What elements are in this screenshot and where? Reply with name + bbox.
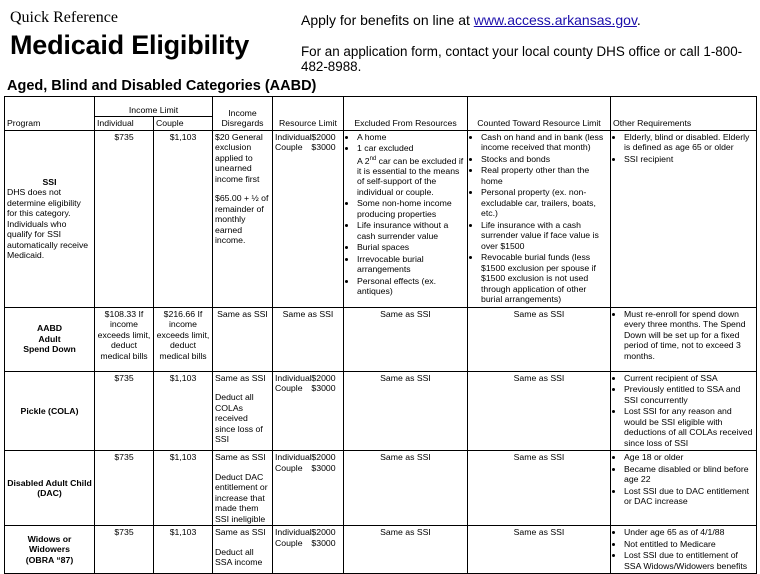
list-item: • Lost SSI due to entitlement of SSA Widows/Widowers benefits: [624, 550, 754, 571]
disregard-deduct: Deduct DAC entitlement or increase that made them SSI ineligible: [215, 471, 268, 524]
other-requirements: [611, 371, 757, 451]
other-requirements: [611, 130, 757, 307]
program-name: Disabled Adult Child: [7, 477, 92, 488]
program-cell: [5, 307, 95, 371]
eligibility-table: [4, 96, 757, 574]
col-resource-limit: Resource Limit: [273, 97, 344, 131]
apply-suffix: .: [636, 12, 641, 28]
program-name: (OBRA “87): [25, 554, 74, 565]
excluded-resources: [344, 130, 468, 307]
counted-resources: Same as SSI: [468, 451, 611, 526]
disregard-same: Same as SSI: [215, 527, 266, 537]
res-ind-value: $2000: [311, 527, 336, 537]
list-item: • Elderly, blind or disabled. Elderly is defined as age 65 or older: [624, 132, 754, 153]
col-couple: Couple: [154, 117, 213, 131]
col-income-disregards: Income Disregards: [213, 97, 273, 131]
excluded-resources: Same as SSI: [344, 371, 468, 451]
income-disregards: Same as SSI: [213, 307, 273, 371]
excluded-resources: Same as SSI: [344, 307, 468, 371]
list-item: • Lost SSI due to DAC entitlement or DAC increase: [624, 486, 754, 507]
income-couple: $1,103: [154, 130, 213, 307]
list-item: • Cash on hand and in bank (less income received that month): [481, 132, 608, 153]
income-individual: $108.33 If income exceeds limit, deduct medical bills: [95, 307, 154, 371]
res-ind-label: Individual: [275, 372, 312, 383]
list-item: • Age 18 or older: [624, 452, 754, 463]
header-row: [5, 97, 757, 117]
program-cell: [5, 451, 95, 526]
res-ind-value: $2000: [311, 452, 336, 462]
program-name: SSI: [42, 176, 57, 187]
list-item: • Personal effects (ex. antiques): [357, 276, 465, 297]
col-other: Other Requirements: [611, 97, 757, 131]
list-item: • Under age 65 as of 4/1/88: [624, 527, 754, 538]
counted-resources: Same as SSI: [468, 307, 611, 371]
res-ind-label: Individual: [275, 527, 312, 537]
table-row-ssi: [5, 130, 757, 307]
section-title: Aged, Blind and Disabled Categories (AABD): [7, 78, 317, 94]
list-item: • Life insurance with a cash surrender value if face value is over $1500: [481, 220, 608, 252]
col-individual: Individual: [95, 117, 154, 131]
list-item: • Lost SSI for any reason and would be SSI eligible with deductions of all COLAs received since loss of SSI: [624, 406, 754, 448]
counted-resources: Same as SSI: [468, 526, 611, 574]
list-item: • 1 car excluded A 2nd car can be excluded if it is essential to the means of self-support of the individual or couple.: [357, 143, 465, 197]
list-item: • Not entitled to Medicare: [624, 539, 754, 550]
income-couple: $1,103: [154, 526, 213, 574]
col-counted: Counted Toward Resource Limit: [468, 97, 611, 131]
program-name: Spend Down: [23, 344, 76, 355]
resource-limit: [273, 451, 344, 526]
res-cpl-label: Couple: [275, 462, 303, 473]
apply-prefix: Apply for benefits on line at: [301, 12, 474, 28]
counted-resources: [468, 130, 611, 307]
page-title: Medicaid Eligibility: [10, 30, 250, 60]
resource-limit: [273, 371, 344, 451]
program-cell: [5, 371, 95, 451]
resource-limit: [273, 130, 344, 307]
res-cpl-label: Couple: [275, 142, 303, 152]
income-couple: $1,103: [154, 371, 213, 451]
table-row-aabd: [5, 307, 757, 371]
col-income-limit: Income Limit: [95, 97, 213, 117]
income-individual: $735: [95, 526, 154, 574]
disregard-same: Same as SSI: [215, 372, 266, 383]
other-requirements: [611, 451, 757, 526]
table-row-pickle: [5, 371, 757, 451]
program-name: Widows or Widowers: [27, 533, 72, 555]
res-cpl-value: $3000: [311, 537, 336, 548]
res-ind-value: $2000: [311, 372, 336, 383]
quick-reference-label: Quick Reference: [10, 9, 118, 26]
program-note: DHS does not determine eligibility for this category. Individuals who qualify for SSI automatically receive Medicaid.: [7, 187, 89, 260]
excluded-resources: Same as SSI: [344, 451, 468, 526]
res-ind-label: Individual: [275, 131, 312, 142]
list-item: • Previously entitled to SSA and SSI concurrently: [624, 384, 754, 405]
income-individual: $735: [95, 371, 154, 451]
list-item: • Revocable burial funds (less $1500 exclusion per spouse if $1500 exclusion is not used through application of other burial arrangements): [481, 252, 608, 305]
list-item: • Burial spaces: [357, 242, 465, 253]
disregard-deduct: Deduct all COLAs received since loss of SSI: [215, 392, 263, 444]
income-individual: $735: [95, 130, 154, 307]
income-individual: $735: [95, 451, 154, 526]
access-arkansas-link[interactable]: www.access.arkansas.gov: [473, 12, 637, 28]
col-excluded: Excluded From Resources: [344, 97, 468, 131]
list-item: • Some non-home income producing properties: [357, 198, 465, 219]
list-item: • Current recipient of SSA: [624, 373, 754, 384]
res-cpl-label: Couple: [275, 537, 303, 548]
income-disregards: [213, 130, 273, 307]
res-ind-value: $2000: [311, 131, 336, 142]
contact-text: For an application form, contact your local county DHS office or call 1-800-482-8988.: [301, 44, 743, 74]
list-item: • A home: [357, 132, 465, 143]
disregard-general: $20 General exclusion applied to unearned income first: [215, 131, 263, 184]
program-name: AABD: [36, 323, 63, 334]
list-item: • Personal property (ex. non-excludable car, trailers, boats, etc.): [481, 187, 608, 219]
counted-resources: Same as SSI: [468, 371, 611, 451]
list-item: • Became disabled or blind before age 22: [624, 464, 754, 485]
other-requirements: [611, 307, 757, 371]
res-cpl-value: $3000: [311, 383, 336, 393]
income-disregards: [213, 451, 273, 526]
list-item: • Stocks and bonds: [481, 154, 608, 165]
list-item: • Life insurance without a cash surrender value: [357, 220, 465, 241]
apply-online-text: [301, 12, 641, 28]
res-cpl-value: $3000: [311, 142, 336, 152]
income-disregards: [213, 371, 273, 451]
program-name: Pickle (COLA): [20, 405, 79, 416]
res-ind-label: Individual: [275, 452, 312, 462]
res-cpl-value: $3000: [311, 462, 336, 473]
excluded-resources: Same as SSI: [344, 526, 468, 574]
col-program: Program: [5, 97, 95, 131]
disregard-same: Same as SSI: [215, 452, 266, 462]
resource-limit: Same as SSI: [273, 307, 344, 371]
income-couple: $216.66 If income exceeds limit, deduct medical bills: [154, 307, 213, 371]
disregard-earned: $65.00 + ½ of remainder of monthly earned income.: [215, 193, 269, 245]
program-name: (DAC): [37, 488, 62, 498]
table-row-dac: [5, 451, 757, 526]
disregard-deduct: Deduct all SSA income: [215, 546, 263, 567]
program-name: Adult: [38, 333, 61, 344]
list-item: • Irrevocable burial arrangements: [357, 254, 465, 275]
list-item: • Must re-enroll for spend down every three months. The Spend Down will be set up for a fixed period of time, not to exceed 3 months.: [624, 309, 754, 362]
res-cpl-label: Couple: [275, 383, 303, 393]
program-cell: [5, 130, 95, 307]
list-item: • SSI recipient: [624, 154, 754, 165]
income-couple: $1,103: [154, 451, 213, 526]
list-item: • Real property other than the home: [481, 165, 608, 186]
